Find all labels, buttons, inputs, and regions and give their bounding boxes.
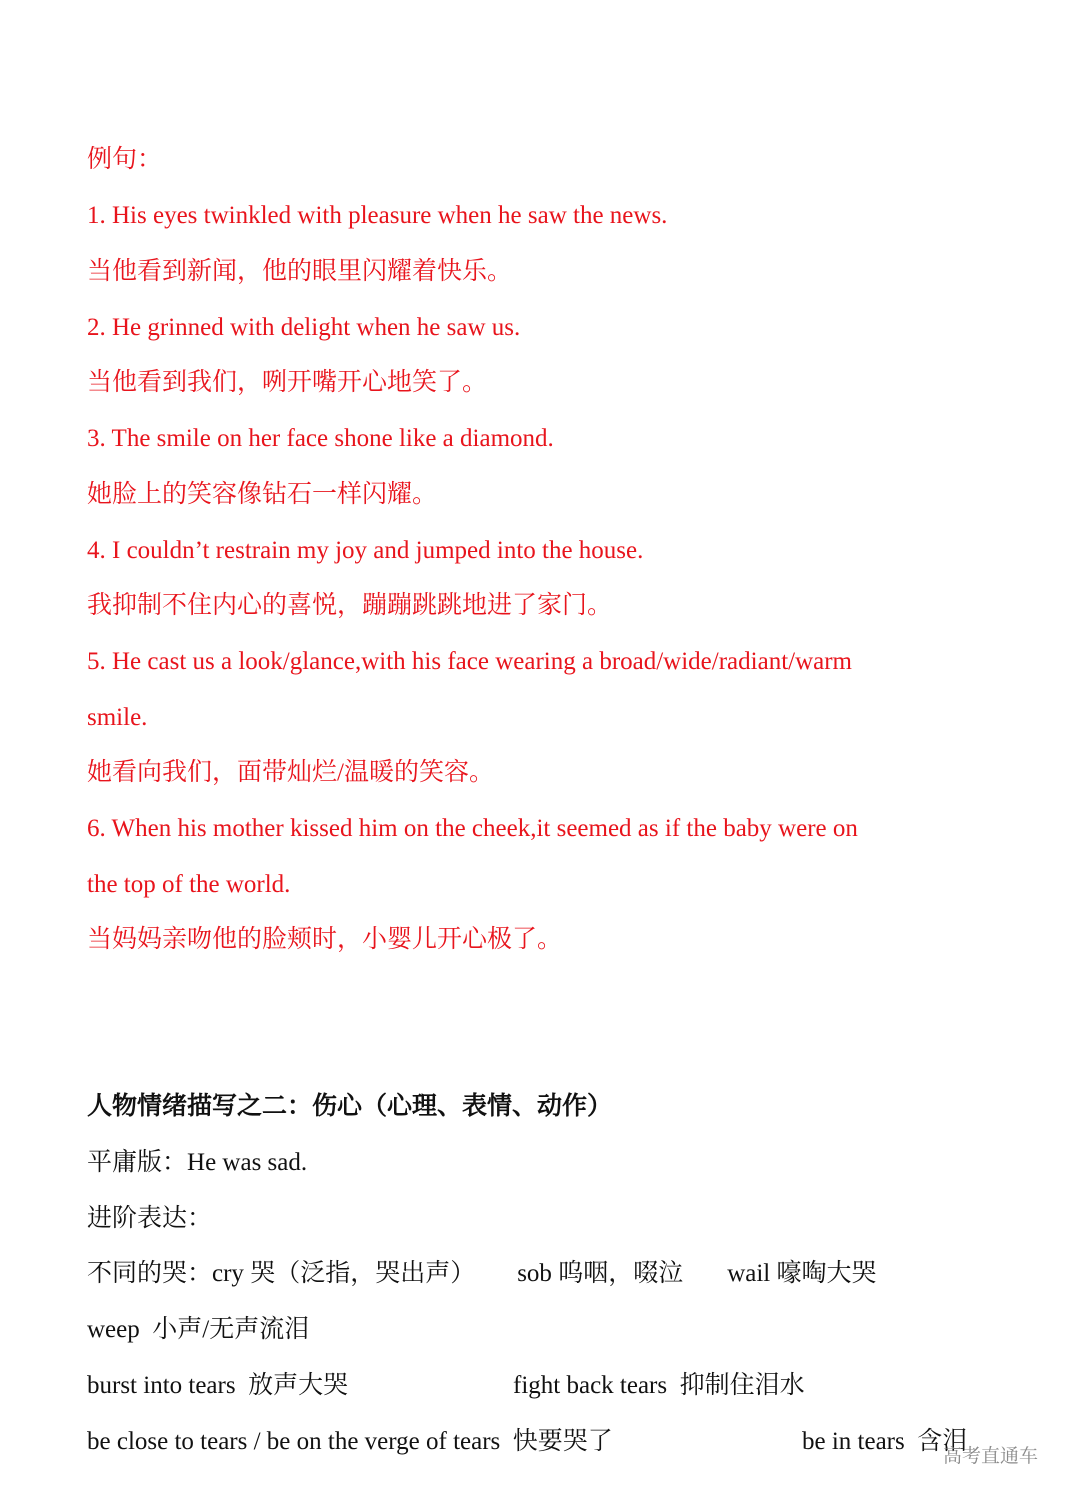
cry-en: cry [212, 1260, 244, 1287]
example-5-en-line1: 5. He cast us a look/glance,with his face wearing a broad/wide/radiant/warm [87, 648, 853, 675]
example-5-en-line2: smile. [87, 704, 148, 731]
sob-en: sob [517, 1260, 552, 1287]
example-2-en: 2. He grinned with delight when he saw us. [87, 314, 521, 341]
sob-zh: 呜咽，啜泣 [558, 1260, 684, 1287]
example-6-zh: 当妈妈亲吻他的脸颊时，小婴儿开心极了。 [87, 926, 563, 953]
cry-types-label: 不同的哭： [87, 1260, 213, 1287]
example-1-en: 1. His eyes twinkled with pleasure when he saw the news. [87, 202, 668, 229]
phrase-burst-en: burst into tears [87, 1372, 236, 1399]
example-2-zh: 当他看到我们，咧开嘴开心地笑了。 [87, 369, 488, 396]
phrase-burst-zh: 放声大哭 [248, 1372, 349, 1399]
example-4-en: 4. I couldn’t restrain my joy and jumped into the house. [87, 537, 644, 564]
example-3-en: 3. The smile on her face shone like a diamond. [87, 425, 554, 452]
plain-label: 平庸版： [87, 1149, 188, 1176]
example-6-en-line1: 6. When his mother kissed him on the cheek,it seemed as if the baby were on [87, 815, 858, 842]
wail-zh: 嚎啕大哭 [776, 1260, 877, 1287]
advanced-label: 进阶表达： [87, 1205, 213, 1232]
cry-zh: 哭（泛指，哭出声） [250, 1260, 476, 1287]
plain-version [87, 1147, 307, 1179]
examples-heading: 例句： [87, 146, 163, 173]
weep-en: weep [87, 1316, 140, 1343]
phrase-fight-en: fight back tears [513, 1372, 668, 1399]
example-6-en-line2: the top of the world. [87, 871, 291, 898]
phrase-line-1 [87, 1370, 348, 1402]
weep-line [87, 1314, 309, 1346]
watermark: 高考直通车 [943, 1445, 1039, 1467]
phrase-in-tears-en: be in tears [802, 1428, 905, 1455]
cry-types-line [87, 1258, 877, 1290]
phrase-fight-zh: 抑制住泪水 [679, 1372, 805, 1399]
plain-text: He was sad. [187, 1149, 308, 1176]
example-4-zh: 我抑制不住内心的喜悦，蹦蹦跳跳地进了家门。 [87, 592, 613, 619]
phrase-close-en: be close to tears / be on the verge of tears [87, 1428, 501, 1455]
phrase-line-2 [87, 1426, 613, 1458]
section-title: 人物情绪描写之二：伤心（心理、表情、动作） [87, 1093, 613, 1120]
wail-en: wail [727, 1260, 771, 1287]
phrase-in-tears-zh: 含泪 [917, 1428, 968, 1455]
example-5-zh: 她看向我们，面带灿烂/温暖的笑容。 [87, 759, 494, 786]
example-3-zh: 她脸上的笑容像钻石一样闪耀。 [87, 481, 438, 508]
example-1-zh: 当他看到新闻，他的眼里闪耀着快乐。 [87, 258, 513, 285]
phrase-close-zh: 快要哭了 [512, 1428, 613, 1455]
phrase-fight [513, 1370, 805, 1402]
weep-zh: 小声/无声流泪 [152, 1316, 310, 1343]
